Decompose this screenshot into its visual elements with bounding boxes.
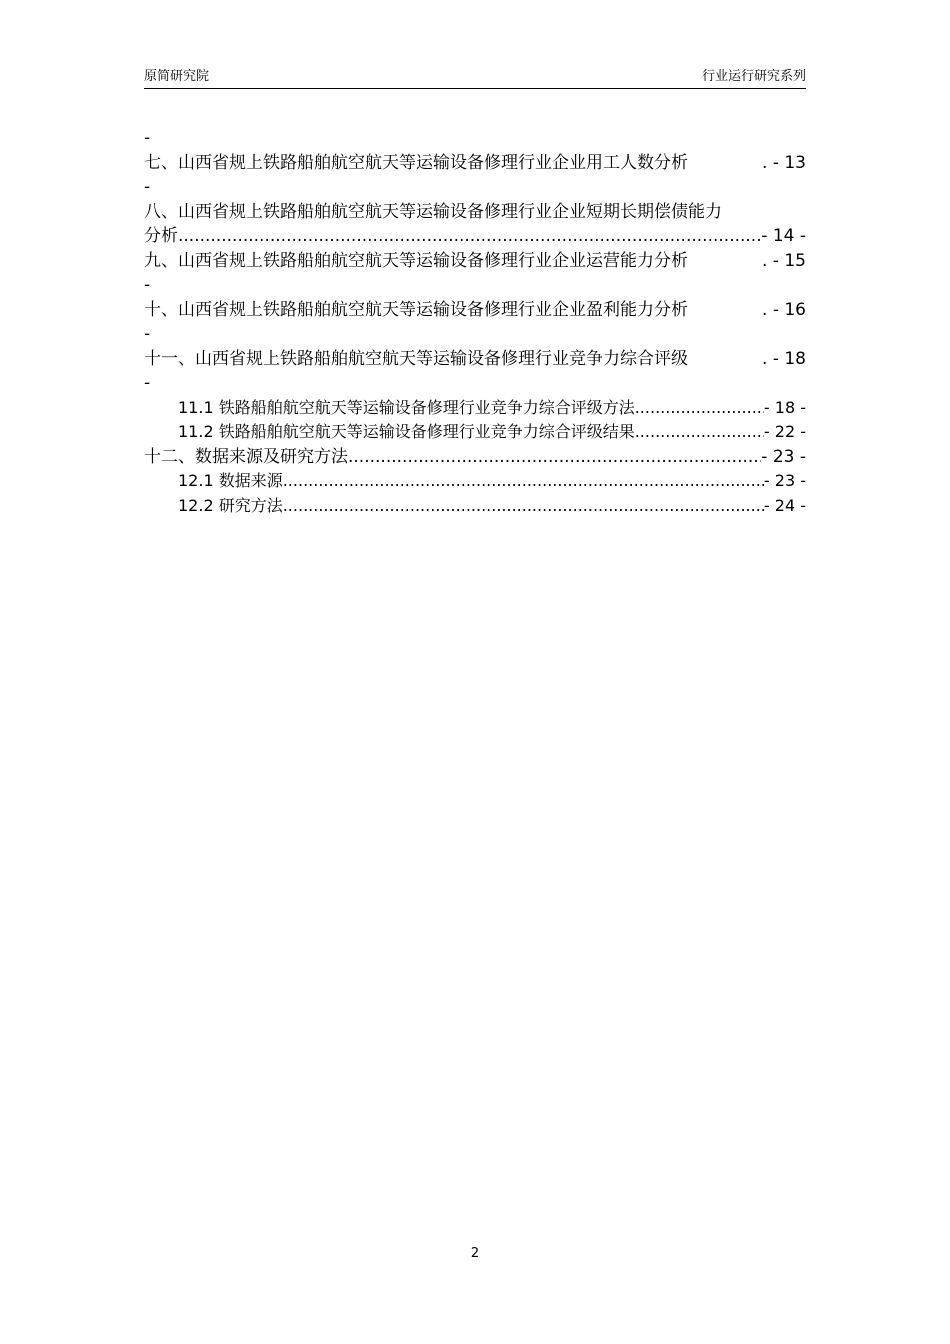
- toc-entry-7[interactable]: 七、山西省规上铁路船舶航空航天等运输设备修理行业企业用工人数分析 . - 13: [144, 152, 806, 173]
- toc-entry-10-tail: -: [144, 324, 151, 344]
- toc-entry-12[interactable]: 十二、数据来源及研究方法 ..... - 23 -: [144, 445, 806, 470]
- toc-continuation: -: [144, 128, 151, 148]
- header-series: 行业运行研究系列: [701, 69, 806, 84]
- toc-entry-12-1[interactable]: 12.1 数据来源 ..... - 23 -: [144, 469, 806, 494]
- toc-entry-11-1[interactable]: 11.1 铁路船舶航空航天等运输设备修理行业竞争力综合评级方法 ..... - 18 -: [144, 396, 806, 421]
- toc-entry-9[interactable]: 九、山西省规上铁路船舶航空航天等运输设备修理行业企业运营能力分析 . - 15: [144, 250, 806, 271]
- toc-entry-10[interactable]: 十、山西省规上铁路船舶航空航天等运输设备修理行业企业盈利能力分析 . - 16: [144, 299, 806, 320]
- toc-entry-11-2[interactable]: 11.2 铁路船舶航空航天等运输设备修理行业竞争力综合评级结果 ..... - 22 -: [144, 420, 806, 445]
- toc-entry-8-line1[interactable]: 八、山西省规上铁路船舶航空航天等运输设备修理行业企业短期长期偿债能力: [144, 201, 722, 222]
- table-of-contents: [144, 126, 806, 518]
- page-number: 2: [470, 1246, 480, 1261]
- toc-entry-11[interactable]: 十一、山西省规上铁路船舶航空航天等运输设备修理行业竞争力综合评级 . - 18: [144, 348, 806, 369]
- page-header: [144, 68, 806, 89]
- toc-entry-7-tail: -: [144, 177, 151, 197]
- toc-entry-9-tail: -: [144, 275, 151, 295]
- toc-entry-8-line2[interactable]: 分析 ..... - 14 -: [144, 224, 806, 249]
- toc-entry-11-tail: -: [144, 373, 151, 393]
- toc-entry-12-2[interactable]: 12.2 研究方法 ..... - 24 -: [144, 494, 806, 519]
- header-org: 原简研究院: [144, 69, 210, 84]
